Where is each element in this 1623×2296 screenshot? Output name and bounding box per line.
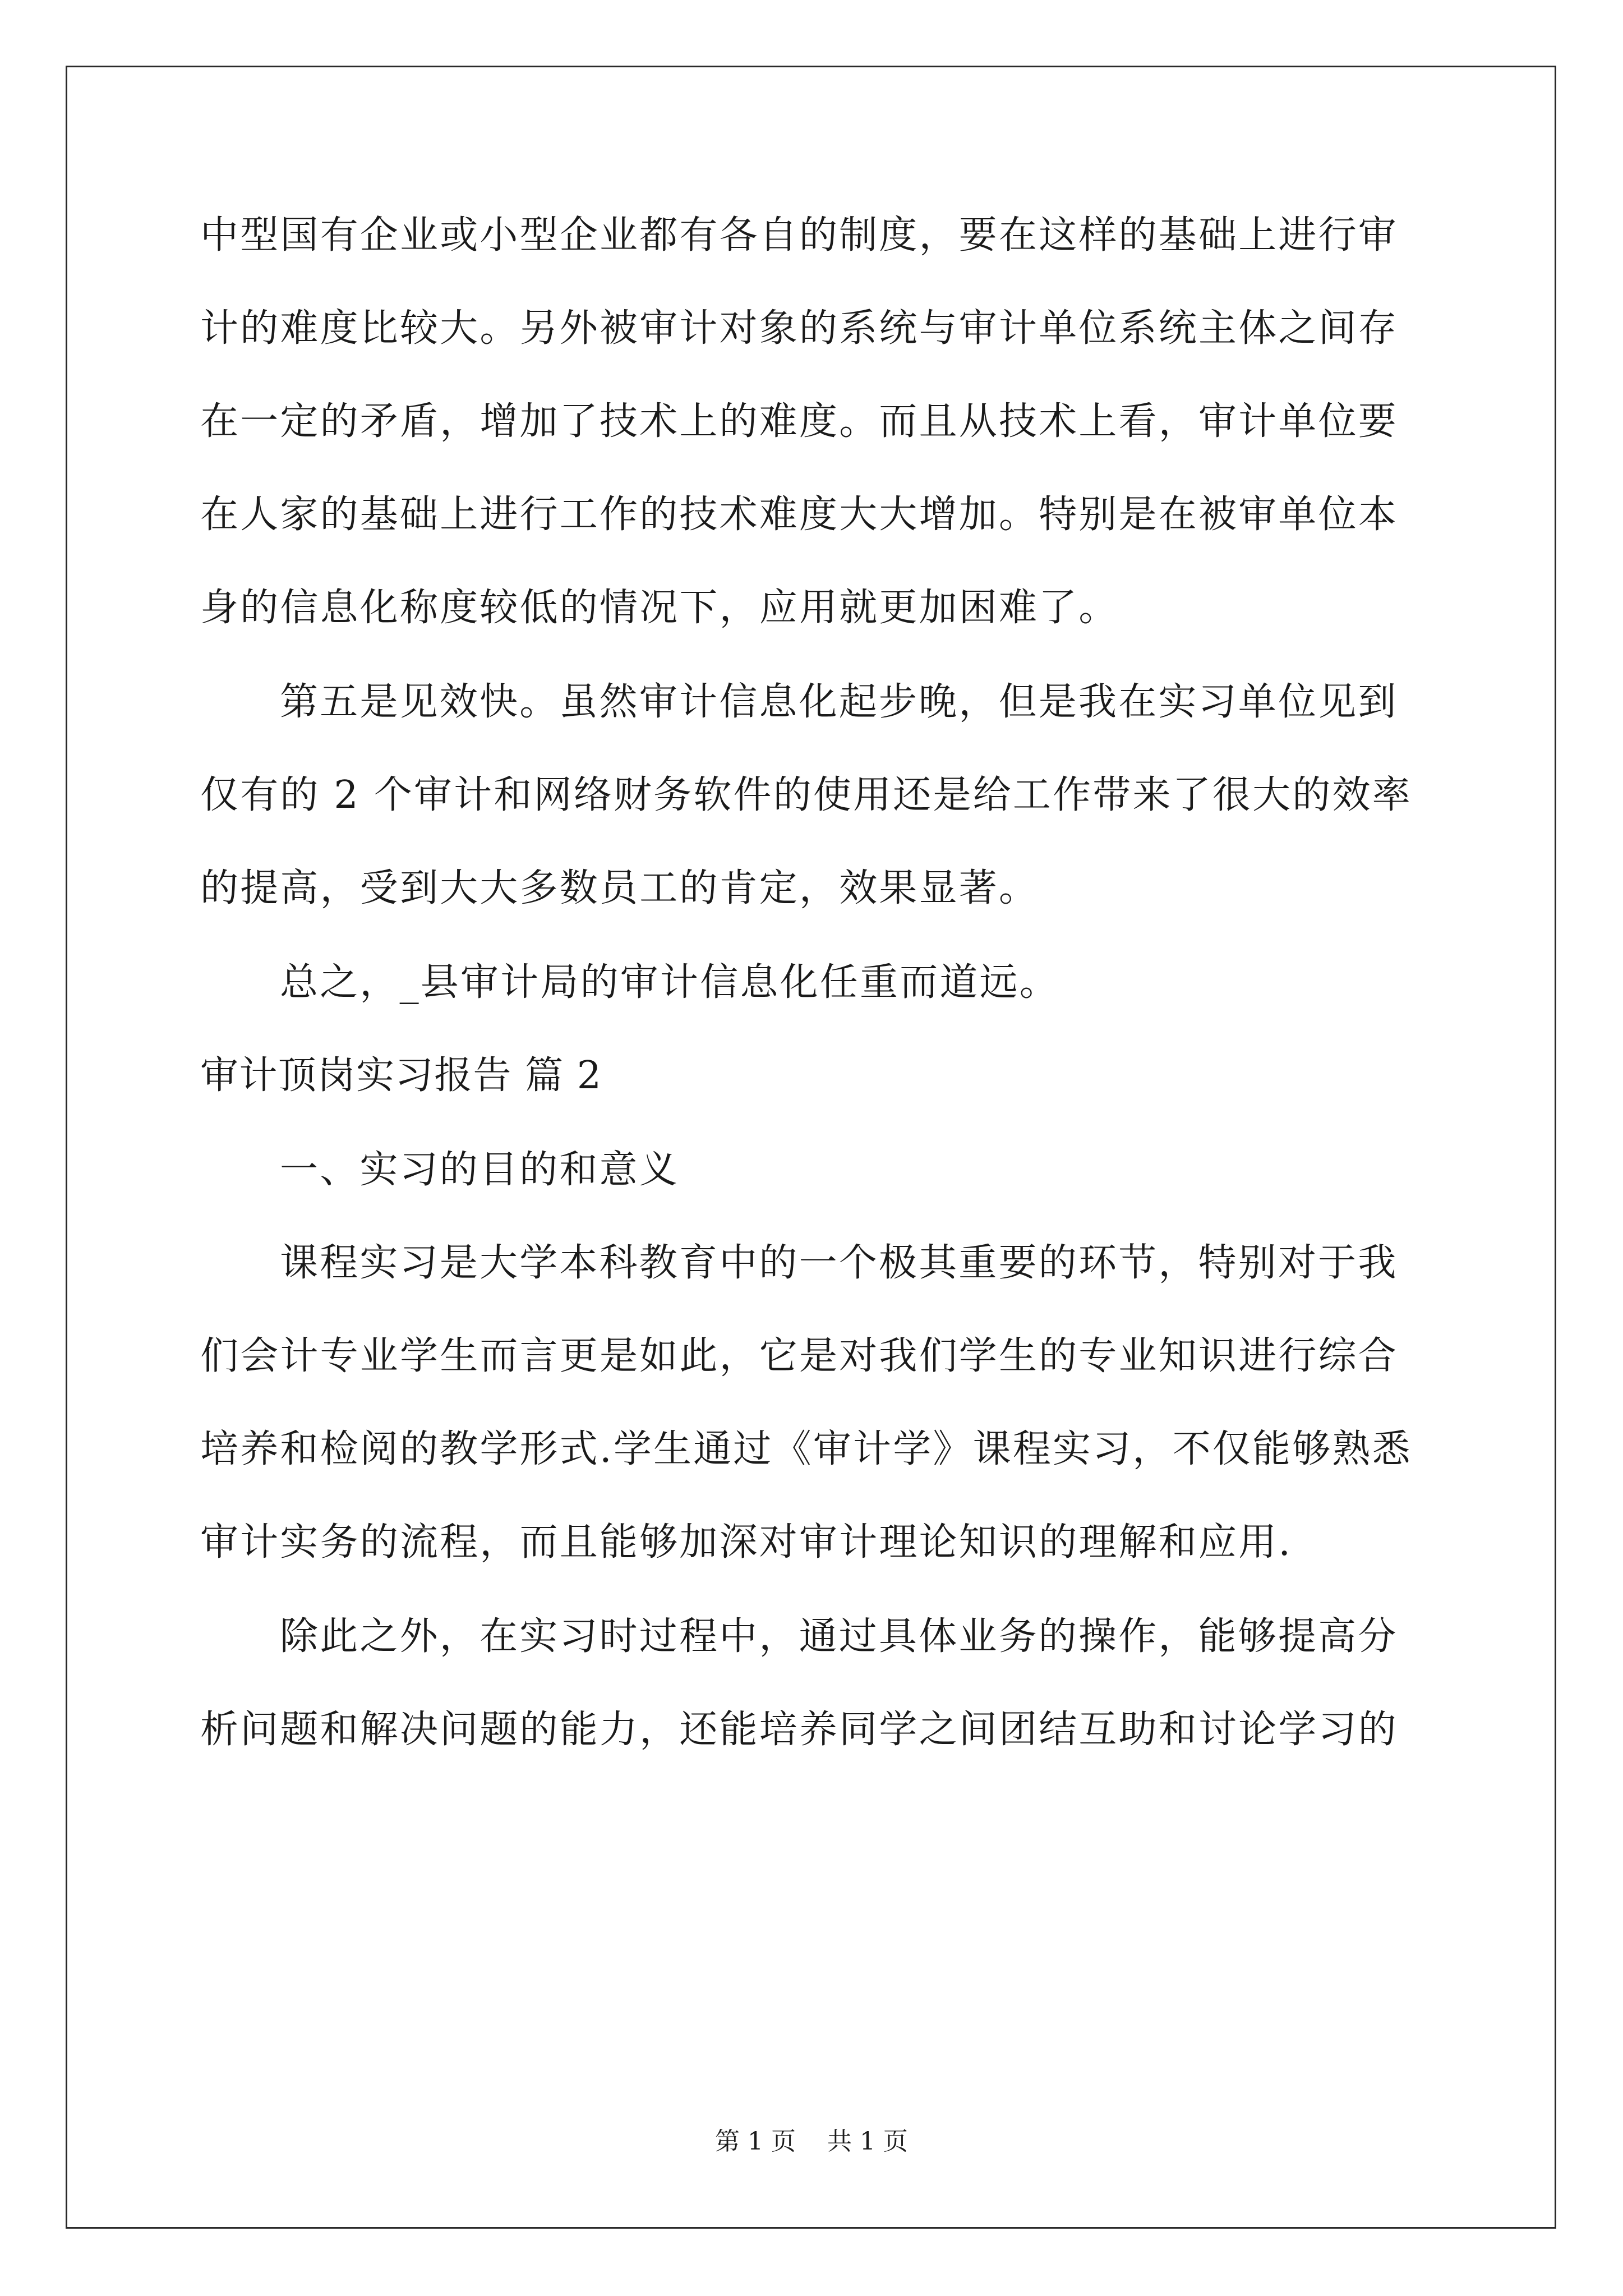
text-line: 第五是见效快。虽然审计信息化起步晚，但是我在实习单位见到 [280,680,1398,724]
text-line: 们会计专业学生而言更是如此，它是对我们学生的专业知识进行综合 [200,1334,1399,1378]
text-line: 计的难度比较大。另外被审计对象的系统与审计单位系统主体之间存 [200,306,1399,351]
text-line: 的提高，受到大大多数员工的肯定，效果显著。 [200,866,1039,910]
text-line: 审计实务的流程，而且能够加深对审计理论知识的理解和应用. [200,1520,1293,1565]
text-line: 培养和检阅的教学形式.学生通过《审计学》课程实习，不仅能够熟悉 [200,1427,1412,1471]
text-line: 身的信息化称度较低的情况下，应用就更加困难了。 [200,586,1119,630]
page-border [66,66,1556,2229]
section-heading: 审计顶岗实习报告 篇 2 [200,1053,602,1098]
page-footer: 第 1 页 共 1 页 [715,2127,908,2156]
text-line: 在人家的基础上进行工作的技术难度大大增加。特别是在被审单位本 [200,493,1399,537]
text-line: 除此之外，在实习时过程中，通过具体业务的操作，能够提高分 [280,1614,1398,1659]
text-line: 课程实习是大学本科教育中的一个极其重要的环节，特别对于我 [280,1241,1398,1285]
text-line: 在一定的矛盾，增加了技术上的难度。而且从技术上看，审计单位要 [200,399,1399,444]
text-line: 中型国有企业或小型企业都有各自的制度，要在这样的基础上进行审 [200,213,1399,257]
subsection-heading: 一、实习的目的和意义 [280,1148,680,1192]
text-line: 析问题和解决问题的能力，还能培养同学之间团结互助和讨论学习的 [200,1708,1399,1752]
text-line: 仅有的 2 个审计和网络财务软件的使用还是给工作带来了很大的效率 [200,773,1412,817]
text-line: 总之，_县审计局的审计信息化任重而道远。 [280,960,1060,1005]
